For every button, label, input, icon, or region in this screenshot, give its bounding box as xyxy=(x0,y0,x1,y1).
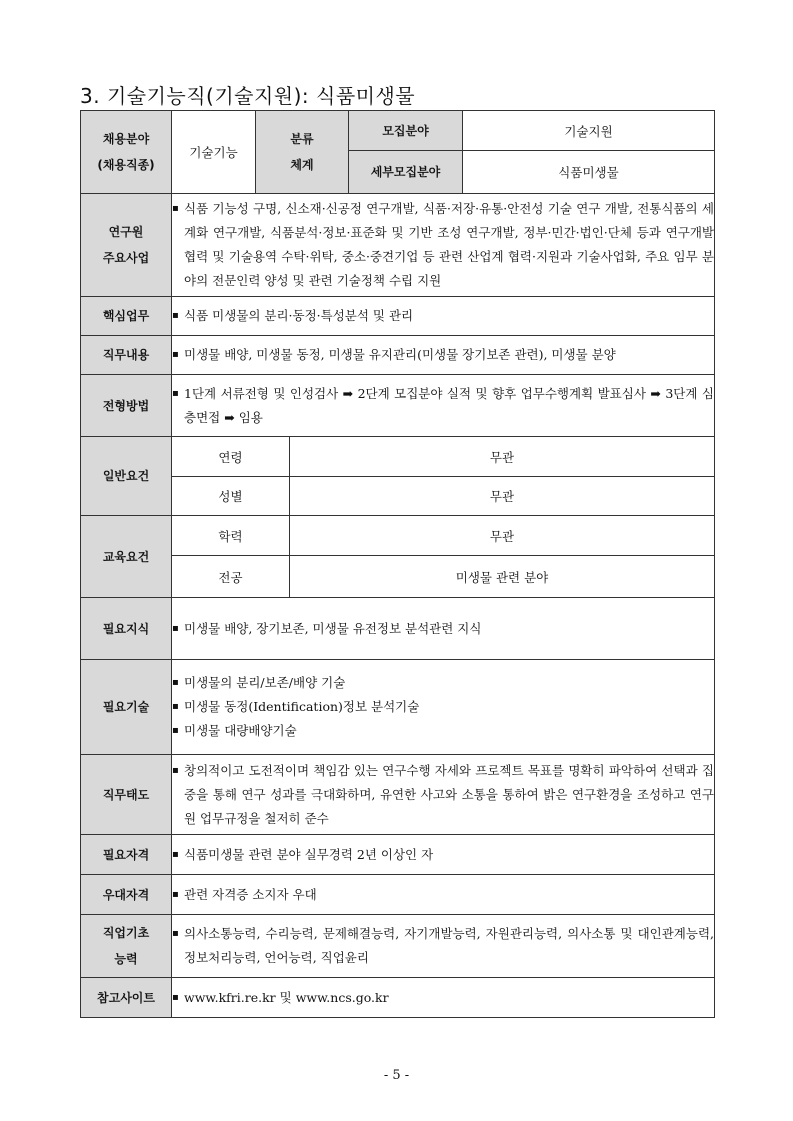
skill-item: ▪ 미생물의 분리/보존/배양 기술 xyxy=(172,671,714,695)
degree-value: 무관 xyxy=(290,516,715,556)
selection-step-3: 3단계 심층면접 xyxy=(184,385,714,425)
reference-link-kfri[interactable]: www.kfri.re.kr xyxy=(184,989,276,1005)
row-education-degree xyxy=(81,516,715,556)
reference-conjunction: 및 xyxy=(279,989,292,1005)
main-business-label: 연구원 주요사업 xyxy=(81,194,172,297)
skills-label: 필요기술 xyxy=(81,660,172,755)
core-work-content xyxy=(172,297,715,336)
basic-skills-content xyxy=(172,915,715,978)
basic-skills-label: 직업기초 능력 xyxy=(81,915,172,978)
duties-content xyxy=(172,336,715,375)
qualification-content xyxy=(172,835,715,875)
selection-step-2: 2단계 모집분야 실적 및 향후 업무수행계획 발표심사 xyxy=(357,385,646,401)
row-field-1 xyxy=(81,111,715,151)
major-label: 전공 xyxy=(172,556,290,598)
skill-item: ▪ 미생물 동정(Identification)정보 분석기술 xyxy=(172,695,714,719)
row-qualification xyxy=(81,835,715,875)
main-business-text: ▪ 식품 기능성 구명, 신소재·신공정 연구개발, 식품·저장·유통·안전성 기술 연구 개발, 전통식품의 세계화 연구개발, 식품분석·정보·표준화 및 기반 조성 연구개발, 정부·민간·법인·단체 등과 연구개발 협력 및 기술용역 수탁·위탁, 중소·중견기업 등 관련 산업계 협력·지원과 기술사업화, 주요 임무 분야의 전문인력 양성 및 관련 기술정책 수립 지원 xyxy=(172,197,714,293)
row-general-gender xyxy=(81,477,715,516)
qualification-label: 필요자격 xyxy=(81,835,172,875)
classification-label: 분류 체계 xyxy=(256,111,349,194)
general-req-label: 일반요건 xyxy=(81,437,172,516)
duties-label: 직무내용 xyxy=(81,336,172,375)
education-req-label: 교육요건 xyxy=(81,516,172,598)
reference-sites xyxy=(172,986,714,1010)
attitude-text: ▪ 창의적이고 도전적이며 책임감 있는 연구수행 자세와 프로젝트 목표를 명확히 파악하여 선택과 집중을 통해 연구 성과를 극대화하며, 유연한 사고와 소통을 통하여 밝은 연구환경을 조성하고 연구원 업무규정을 철저히 준수 xyxy=(172,759,714,831)
recruit-field-label: 모집분야 xyxy=(349,111,463,151)
arrow-right-icon: ➡ xyxy=(342,385,354,401)
skill-item: ▪ 미생물 대량배양기술 xyxy=(172,719,714,743)
main-business-content xyxy=(172,194,715,297)
gender-value: 무관 xyxy=(290,477,715,516)
major-value: 미생물 관련 분야 xyxy=(290,556,715,598)
sub-field-label: 세부모집분야 xyxy=(349,151,463,194)
page-number: - 5 - xyxy=(383,1068,410,1083)
row-main-business xyxy=(81,194,715,297)
row-skills xyxy=(81,660,715,755)
row-core-work xyxy=(81,297,715,336)
gender-label: 성별 xyxy=(172,477,290,516)
row-basic-skills xyxy=(81,915,715,978)
duties-text: ▪ 미생물 배양, 미생물 동정, 미생물 유지관리(미생물 장기보존 관련), 미생물 분양 xyxy=(172,343,714,367)
job-description-table xyxy=(80,110,715,1018)
basic-skills-text: ▪ 의사소통능력, 수리능력, 문제해결능력, 자기개발능력, 자원관리능력, 의사소통 및 대인관계능력, 정보처리능력, 언어능력, 직업윤리 xyxy=(172,922,714,970)
sub-field-value: 식품미생물 xyxy=(463,151,715,194)
row-education-major xyxy=(81,556,715,598)
reference-label: 참고사이트 xyxy=(81,978,172,1018)
row-general-age xyxy=(81,437,715,477)
selection-label: 전형방법 xyxy=(81,375,172,437)
selection-content xyxy=(172,375,715,437)
knowledge-content xyxy=(172,598,715,660)
row-preferred xyxy=(81,875,715,915)
degree-label: 학력 xyxy=(172,516,290,556)
section-title: 3. 기술기능직(기술지원): 식품미생물 xyxy=(80,84,416,108)
knowledge-text: ▪ 미생물 배양, 장기보존, 미생물 유전정보 분석관련 지식 xyxy=(172,617,714,641)
reference-content xyxy=(172,978,715,1018)
arrow-right-icon: ➡ xyxy=(650,385,661,401)
preferred-label: 우대자격 xyxy=(81,875,172,915)
attitude-content xyxy=(172,755,715,835)
row-reference xyxy=(81,978,715,1018)
preferred-text: ▪ 관련 자격증 소지자 우대 xyxy=(172,883,714,907)
selection-step-1: 1단계 서류전형 및 인성검사 xyxy=(184,385,339,401)
reference-link-ncs[interactable]: www.ncs.go.kr xyxy=(295,989,389,1005)
field-label: 채용분야 (채용직종) xyxy=(81,111,172,194)
row-attitude xyxy=(81,755,715,835)
row-duties xyxy=(81,336,715,375)
row-selection xyxy=(81,375,715,437)
recruit-field-value: 기술지원 xyxy=(463,111,715,151)
preferred-content xyxy=(172,875,715,915)
field-value: 기술기능 xyxy=(172,111,256,194)
core-work-text: ▪ 식품 미생물의 분리·동정·특성분석 및 관리 xyxy=(172,304,714,328)
knowledge-label: 필요지식 xyxy=(81,598,172,660)
skills-content xyxy=(172,660,715,755)
core-work-label: 핵심업무 xyxy=(81,297,172,336)
selection-step-4: 임용 xyxy=(238,409,263,425)
row-knowledge xyxy=(81,598,715,660)
arrow-right-icon: ➡ xyxy=(224,409,235,425)
selection-steps xyxy=(172,382,714,430)
age-value: 무관 xyxy=(290,437,715,477)
attitude-label: 직무태도 xyxy=(81,755,172,835)
qualification-text: ▪ 식품미생물 관련 분야 실무경력 2년 이상인 자 xyxy=(172,843,714,867)
age-label: 연령 xyxy=(172,437,290,477)
